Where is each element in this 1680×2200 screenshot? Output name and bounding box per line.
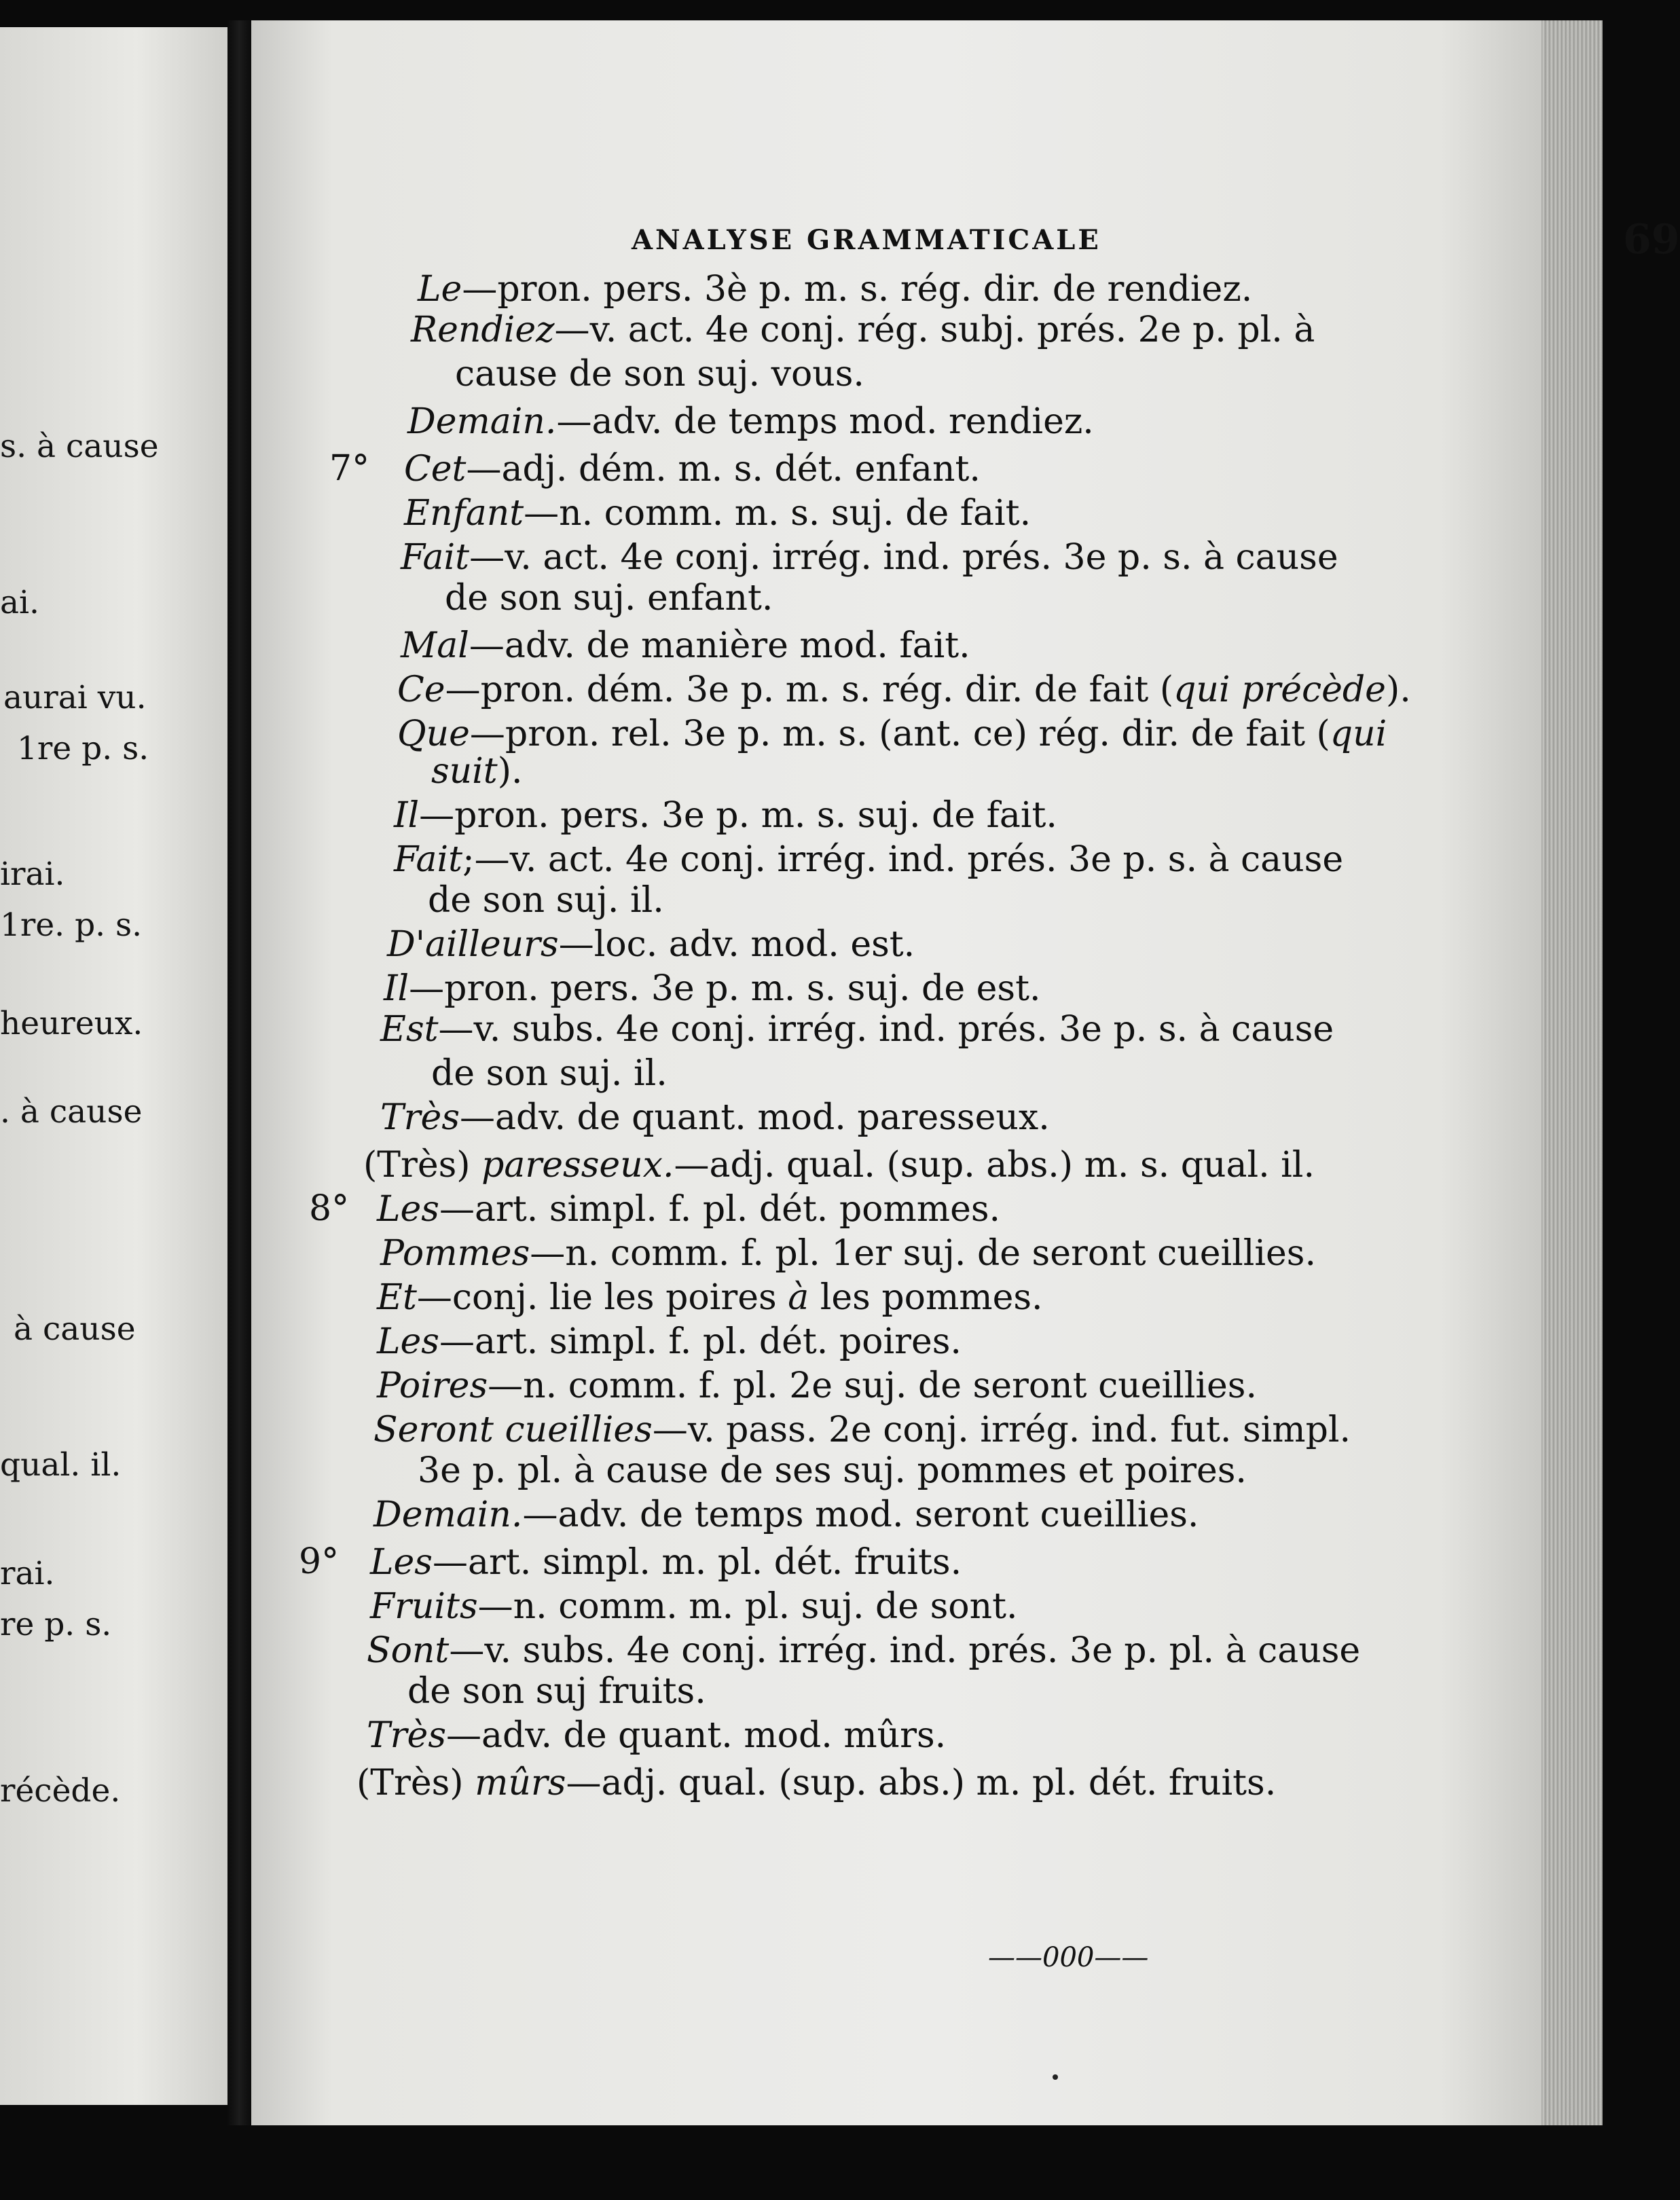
analysis-text: —art. simpl. m. pl. dét. fruits. bbox=[433, 1542, 962, 1583]
analyzed-word: Seront cueillies bbox=[373, 1410, 653, 1450]
closing-rule: ——000—— bbox=[988, 1942, 1149, 1973]
left-page-fragment: . à cause bbox=[0, 1093, 143, 1131]
analyzed-word: Enfant bbox=[404, 493, 524, 534]
analysis-text: —pron. rel. 3e p. m. s. (ant. ce) rég. dir. de fait ( bbox=[469, 714, 1330, 754]
analysis-line bbox=[377, 1321, 962, 1363]
section-number: 9° bbox=[299, 1541, 340, 1582]
analysis-line bbox=[377, 1277, 1043, 1319]
ink-dot bbox=[1053, 2074, 1058, 2080]
analysis-line bbox=[394, 839, 1343, 881]
analysis-text: —adv. de quant. mod. paresseux. bbox=[460, 1097, 1050, 1138]
analysis-tail: ). bbox=[1385, 670, 1411, 710]
analysis-line bbox=[373, 1494, 1199, 1536]
italic-note: paresseux. bbox=[481, 1145, 674, 1186]
italic-note: à bbox=[788, 1277, 809, 1318]
left-page-fragment: ai. bbox=[0, 584, 39, 621]
analysis-tail: —adj. qual. (sup. abs.) m. pl. dét. fruits. bbox=[566, 1763, 1277, 1803]
analysis-line bbox=[394, 794, 1057, 837]
analysis-line bbox=[428, 879, 664, 921]
left-page-fragment: re p. s. bbox=[0, 1606, 112, 1643]
analysis-line bbox=[367, 1715, 946, 1757]
analysis-line bbox=[367, 1630, 1360, 1672]
analysis-tail: ). bbox=[497, 751, 523, 792]
analysis-text: (Très) bbox=[363, 1145, 482, 1186]
analyzed-word: Demain. bbox=[407, 401, 557, 442]
analysis-line bbox=[370, 1585, 1018, 1628]
left-page-fragment: heureux. bbox=[0, 1005, 143, 1042]
left-page-fragment: aurai vu. bbox=[3, 679, 147, 716]
italic-note: suit bbox=[431, 751, 498, 792]
analysis-text: de son suj fruits. bbox=[407, 1671, 706, 1712]
analysis-text: —art. simpl. f. pl. dét. pommes. bbox=[439, 1189, 1001, 1230]
analyzed-word: Fait bbox=[401, 537, 470, 578]
analyzed-word: D'ailleurs bbox=[387, 924, 559, 965]
analysis-line bbox=[377, 1365, 1257, 1407]
analyzed-word: Mal bbox=[401, 625, 469, 666]
analysis-line bbox=[384, 968, 1041, 1010]
analysis-line bbox=[380, 1232, 1316, 1275]
analysis-line bbox=[411, 309, 1315, 351]
analysis-line bbox=[377, 1188, 1000, 1230]
analysis-text: —v. subs. 4e conj. irrég. ind. prés. 3e p. pl. à cause bbox=[449, 1630, 1361, 1671]
analyzed-word: Que bbox=[397, 714, 470, 754]
left-page-fragment: qual. il. bbox=[0, 1446, 122, 1484]
analysis-text: —pron. pers. 3è p. m. s. rég. dir. de rendiez. bbox=[462, 269, 1253, 310]
analysis-tail: —adj. qual. (sup. abs.) m. s. qual. il. bbox=[674, 1145, 1315, 1186]
analysis-text: de son suj. enfant. bbox=[445, 578, 773, 619]
analysis-text: —v. act. 4e conj. rég. subj. prés. 2e p. pl. à bbox=[554, 310, 1315, 350]
analysis-text: —art. simpl. f. pl. dét. poires. bbox=[439, 1321, 962, 1362]
right-page bbox=[251, 20, 1680, 2125]
analysis-text: de son suj. il. bbox=[428, 880, 664, 921]
analyzed-word: Et bbox=[377, 1277, 417, 1318]
analysis-text: (Très) bbox=[357, 1763, 475, 1803]
analysis-text: —n. comm. f. pl. 2e suj. de seront cueillies. bbox=[488, 1365, 1257, 1406]
analyzed-word: Poires bbox=[377, 1365, 488, 1406]
left-page-fragment: 1re. p. s. bbox=[0, 906, 143, 944]
left-page-fragment: récède. bbox=[0, 1772, 121, 1810]
analysis-text: —adv. de temps mod. seront cueillies. bbox=[522, 1495, 1199, 1535]
analysis-line bbox=[370, 1541, 962, 1583]
analysis-line bbox=[431, 1052, 668, 1095]
analysis-text: —adj. dém. m. s. dét. enfant. bbox=[466, 449, 981, 490]
analyzed-word: Sont bbox=[367, 1630, 450, 1671]
analysis-line bbox=[397, 669, 1411, 711]
analysis-text: 3e p. pl. à cause de ses suj. pommes et poires. bbox=[418, 1450, 1247, 1491]
analyzed-word: Pommes bbox=[380, 1233, 530, 1274]
analysis-line bbox=[363, 1144, 1315, 1186]
analysis-text: —n. comm. f. pl. 1er suj. de seront cueillies. bbox=[530, 1233, 1316, 1274]
analyzed-word: Rendiez bbox=[411, 310, 555, 350]
analyzed-word: Les bbox=[377, 1189, 439, 1230]
analyzed-word: Ce bbox=[397, 670, 445, 710]
analyzed-word: Très bbox=[367, 1715, 446, 1756]
analysis-line bbox=[404, 448, 981, 490]
analyzed-word: Il bbox=[394, 795, 420, 836]
analyzed-word: Très bbox=[380, 1097, 460, 1138]
analyzed-word: Le bbox=[418, 269, 462, 310]
analysis-text: —v. pass. 2e conj. irrég. ind. fut. simpl. bbox=[652, 1410, 1351, 1450]
analyzed-word: Demain. bbox=[373, 1495, 523, 1535]
analyzed-word: Il bbox=[384, 968, 409, 1009]
analysis-line bbox=[431, 750, 523, 792]
analysis-line bbox=[397, 713, 1387, 755]
left-page-fragment: s. à cause bbox=[0, 428, 159, 465]
analysis-text: —n. comm. m. pl. suj. de sont. bbox=[477, 1586, 1018, 1627]
italic-note: mûrs bbox=[475, 1763, 566, 1803]
analysis-line bbox=[401, 625, 970, 667]
section-number: 8° bbox=[309, 1188, 350, 1229]
left-page-fragment: rai. bbox=[0, 1555, 55, 1592]
analysis-text: cause de son suj. vous. bbox=[455, 354, 864, 395]
running-head: ANALYSE GRAMMATICALE bbox=[632, 224, 1101, 256]
analysis-text: —conj. lie les poires bbox=[416, 1277, 788, 1318]
analysis-line bbox=[418, 268, 1252, 310]
analysis-tail: les pommes. bbox=[809, 1277, 1043, 1318]
analysis-text: de son suj. il. bbox=[431, 1053, 668, 1094]
italic-note: qui précède bbox=[1173, 670, 1386, 710]
analysis-line bbox=[401, 536, 1338, 579]
analysis-line bbox=[380, 1008, 1334, 1050]
analysis-text: —v. subs. 4e conj. irrég. ind. prés. 3e p. s. à cause bbox=[438, 1009, 1334, 1050]
analysis-line bbox=[404, 492, 1031, 534]
analyzed-word: Les bbox=[370, 1542, 433, 1583]
analysis-line bbox=[455, 353, 864, 395]
analyzed-word: Les bbox=[377, 1321, 439, 1362]
analysis-line bbox=[380, 1097, 1050, 1139]
analysis-text: ;—v. act. 4e conj. irrég. ind. prés. 3e p. s. à cause bbox=[462, 839, 1344, 880]
analysis-line bbox=[418, 1450, 1247, 1492]
analysis-line bbox=[357, 1762, 1276, 1804]
left-page-fragment: irai. bbox=[0, 856, 65, 893]
analysis-text: —adv. de manière mod. fait. bbox=[469, 625, 970, 666]
analysis-text: —pron. pers. 3e p. m. s. suj. de est. bbox=[409, 968, 1041, 1009]
analysis-line bbox=[445, 577, 773, 619]
analysis-text: —adv. de quant. mod. mûrs. bbox=[446, 1715, 947, 1756]
left-page-fragment: 1re p. s. bbox=[17, 730, 149, 767]
analyzed-word: Cet bbox=[404, 449, 467, 490]
analysis-line bbox=[387, 923, 915, 966]
page-number: 69 bbox=[1623, 216, 1680, 263]
analysis-text: —loc. adv. mod. est. bbox=[558, 924, 915, 965]
italic-note: qui bbox=[1330, 714, 1387, 754]
page-edges bbox=[1541, 20, 1603, 2125]
analysis-text: —pron. pers. 3e p. m. s. suj. de fait. bbox=[419, 795, 1057, 836]
analysis-text: —n. comm. m. s. suj. de fait. bbox=[524, 493, 1031, 534]
left-page-fragment: à cause bbox=[14, 1310, 136, 1348]
analysis-text: —adv. de temps mod. rendiez. bbox=[556, 401, 1094, 442]
left-facing-page bbox=[0, 27, 227, 2105]
analysis-text: —v. act. 4e conj. irrég. ind. prés. 3e p. s. à cause bbox=[469, 537, 1338, 578]
analysis-line bbox=[407, 401, 1094, 443]
analyzed-word: Fruits bbox=[370, 1586, 478, 1627]
analyzed-word: Est bbox=[380, 1009, 439, 1050]
analysis-text: —pron. dém. 3e p. m. s. rég. dir. de fait ( bbox=[445, 670, 1174, 710]
section-number: 7° bbox=[329, 448, 370, 489]
book-gutter bbox=[227, 20, 251, 2125]
analysis-line bbox=[373, 1409, 1351, 1451]
analyzed-word: Fait bbox=[394, 839, 463, 880]
analysis-line bbox=[407, 1670, 706, 1712]
